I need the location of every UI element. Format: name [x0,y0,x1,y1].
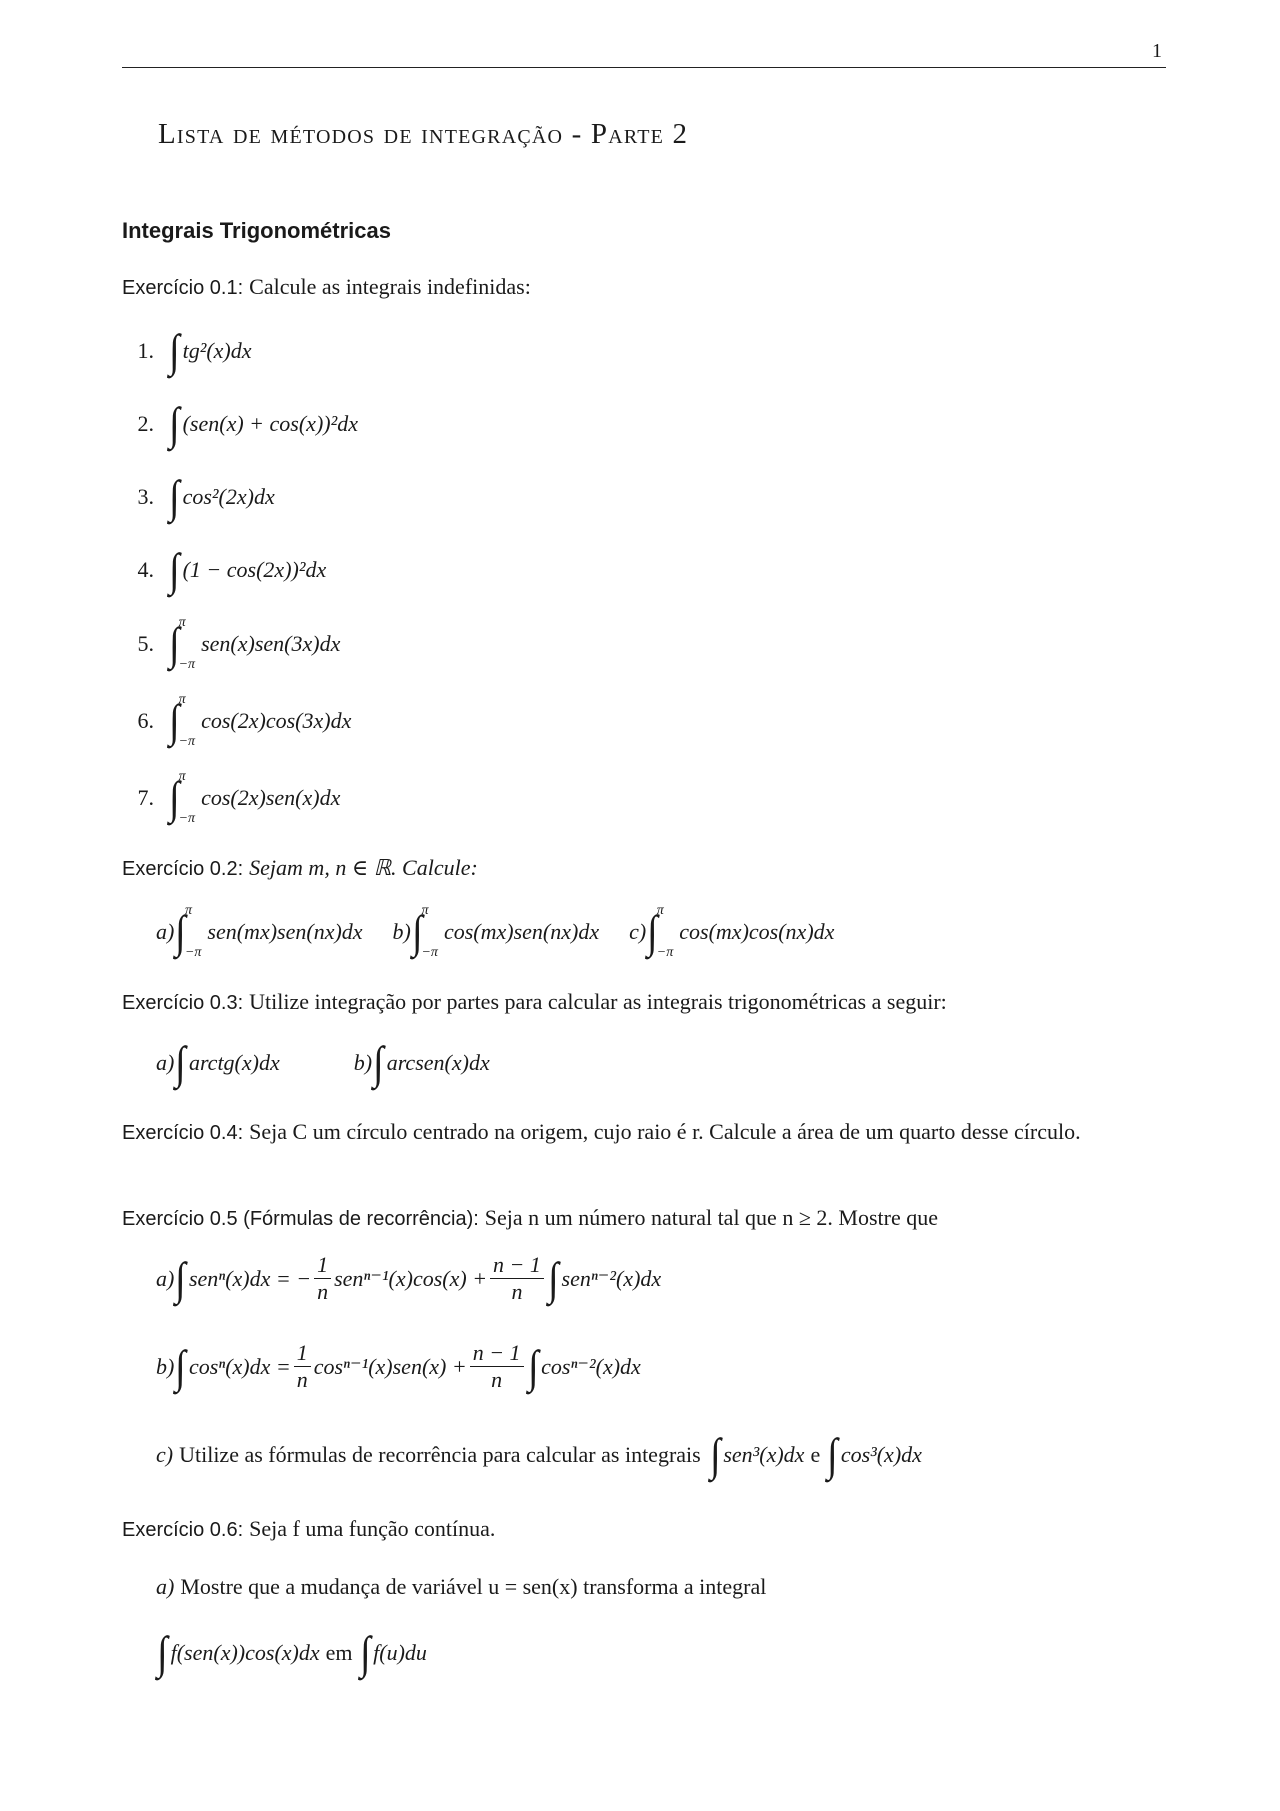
exercise-text: Seja C um círculo centrado na origem, cujo raio é r. Calcule a área de um quarto desse círculo. [249,1119,1081,1144]
integrand: arcsen(x)dx [386,1050,490,1075]
integral-row [156,904,834,960]
item-number: 5. [137,631,154,656]
integrand: cos(2x)sen(x)dx [201,785,341,810]
lower-limit: −π [656,945,674,960]
instruction-text: Mostre que a mudança de variável u = sen(x) transforma a integral [180,1574,767,1599]
formula-rhs: senⁿ⁻²(x)dx [561,1265,662,1291]
integrand: cos(mx)cos(nx)dx [679,919,835,944]
integrand: arctg(x)dx [188,1050,280,1075]
exercise-label: Exercício 0.1: [122,277,244,299]
item-tag: a) [156,1265,175,1291]
list-item [120,544,327,595]
exercise-text: Utilize integração por partes para calcular as integrais trigonométricas a seguir: [249,989,947,1014]
integral-sign: ∫ [709,1429,721,1480]
list-item [120,693,351,749]
fraction-denominator: n [296,1367,308,1392]
upper-limit: π [656,903,664,918]
integral-sign: ∫ [175,906,186,957]
fraction-numerator: 1 [294,1340,311,1367]
item-number: 1. [137,338,154,363]
lower-limit: −π [421,945,438,960]
exercise-label: Exercício 0.2: [122,858,244,880]
integral-sign: ∫ [359,1627,371,1678]
list-item [120,398,358,449]
integral-sign: ∫ [168,772,180,823]
fraction-denominator: n [511,1279,523,1304]
lower-limit: −π [178,657,196,672]
integral-sign: ∫ [175,1252,186,1304]
integrand: sen³(x)dx [723,1442,805,1467]
item-number: 7. [137,785,154,810]
integrand: f(sen(x))cos(x)dx [170,1640,320,1665]
item-tag: b) [392,919,411,944]
exercise-5 [122,1203,938,1234]
upper-limit: π [178,692,186,707]
conjunction: e [810,1442,821,1467]
exercise-text: Seja n um número natural tal que n ≥ 2. Mostre que [484,1205,938,1230]
upper-limit: π [184,903,192,918]
item-number: 6. [137,708,154,733]
item-tag: c) [629,919,647,944]
formula-row-c [156,1429,922,1480]
conjunction: em [325,1640,353,1665]
integral-sign: ∫ [827,1429,838,1480]
header-rule [122,67,1166,68]
integral-sign: ∫ [168,695,180,746]
exercise-3 [122,987,947,1018]
fraction-numerator: n − 1 [470,1340,524,1367]
lower-limit: −π [178,734,196,749]
upper-limit: π [421,903,429,918]
formula-middle: senⁿ⁻¹(x)cos(x) + [334,1265,488,1291]
exercise-text: Calcule as integrais indefinidas: [249,274,531,299]
upper-limit: π [178,615,186,630]
integrand: sen(x)sen(3x)dx [201,631,341,656]
item-tag: c) [156,1442,174,1467]
exercise-label: Exercício 0.5 (Fórmulas de recorrência): [122,1208,479,1230]
page-number: 1 [1152,40,1162,62]
lower-limit: −π [184,945,202,960]
integrand: cos(2x)cos(3x)dx [201,708,352,733]
list-item [120,325,252,376]
integral-sign: ∫ [168,398,180,449]
integral-sign: ∫ [168,544,180,595]
fraction-numerator: 1 [314,1252,331,1279]
exercise-label: Exercício 0.4: [122,1122,244,1144]
integral-row [156,1037,490,1088]
integral-sign: ∫ [156,1627,168,1678]
item-number: 4. [137,557,154,582]
lower-limit: −π [178,811,196,826]
exercise-text: Seja f uma função contínua. [249,1516,496,1541]
integral-row [156,1627,427,1678]
integral-sign: ∫ [373,1037,384,1088]
formula-lhs: senⁿ(x)dx = − [188,1265,312,1291]
item-tag: b) [353,1050,373,1075]
integrand: tg²(x)dx [182,338,252,363]
item-tag: a) [156,919,175,944]
fraction [294,1340,311,1393]
formula-middle: cosⁿ⁻¹(x)sen(x) + [313,1353,467,1379]
integral-sign: ∫ [647,906,658,957]
item-tag: a) [156,1050,175,1075]
fraction [314,1252,331,1305]
integrand: (1 − cos(2x))²dx [182,557,327,582]
integral-sign: ∫ [175,1037,186,1088]
fraction [470,1340,524,1393]
fraction-denominator: n [317,1279,329,1304]
formula-rhs: cosⁿ⁻²(x)dx [541,1353,641,1379]
item-number: 3. [137,484,154,509]
exercise-label: Exercício 0.3: [122,992,244,1014]
list-item [120,471,275,522]
integral-sign: ∫ [168,325,180,376]
exercise-label: Exercício 0.6: [122,1519,244,1541]
list-item [120,770,340,826]
integrand: cos²(2x)dx [182,484,275,509]
integrand: cos(mx)sen(nx)dx [443,919,600,944]
formula-row-a [156,1252,661,1305]
integral-sign: ∫ [547,1252,559,1304]
exercise-text: Sejam m, n ∈ ℝ. Calcule: [249,855,478,880]
item-tag: b) [156,1353,175,1379]
document-title: Lista de métodos de integração - Parte 2 [158,118,689,150]
integrand: cos³(x)dx [840,1442,922,1467]
integral-sign: ∫ [175,1340,186,1392]
list-item [120,616,340,672]
subitem-a [156,1574,766,1600]
fraction [490,1252,544,1305]
item-number: 2. [137,411,154,436]
integral-sign: ∫ [411,906,423,957]
formula-lhs: cosⁿ(x)dx = [188,1353,291,1379]
integrand: f(u)du [373,1640,427,1665]
exercise-2 [122,853,478,884]
item-tag: a) [156,1574,175,1599]
formula-row-b [156,1340,641,1393]
integrand: sen(mx)sen(nx)dx [207,919,363,944]
integral-sign: ∫ [527,1340,539,1392]
section-title: Integrais Trigonométricas [122,218,391,243]
integrand: (sen(x) + cos(x))²dx [182,411,358,436]
exercise-6 [122,1514,495,1545]
instruction-text: Utilize as fórmulas de recorrência para calcular as integrais [179,1442,701,1467]
integral-sign: ∫ [168,618,180,669]
upper-limit: π [178,769,186,784]
fraction-denominator: n [491,1367,503,1392]
exercise-1 [122,272,531,303]
exercise-4 [122,1117,1166,1148]
integral-sign: ∫ [168,471,180,522]
fraction-numerator: n − 1 [490,1252,544,1279]
